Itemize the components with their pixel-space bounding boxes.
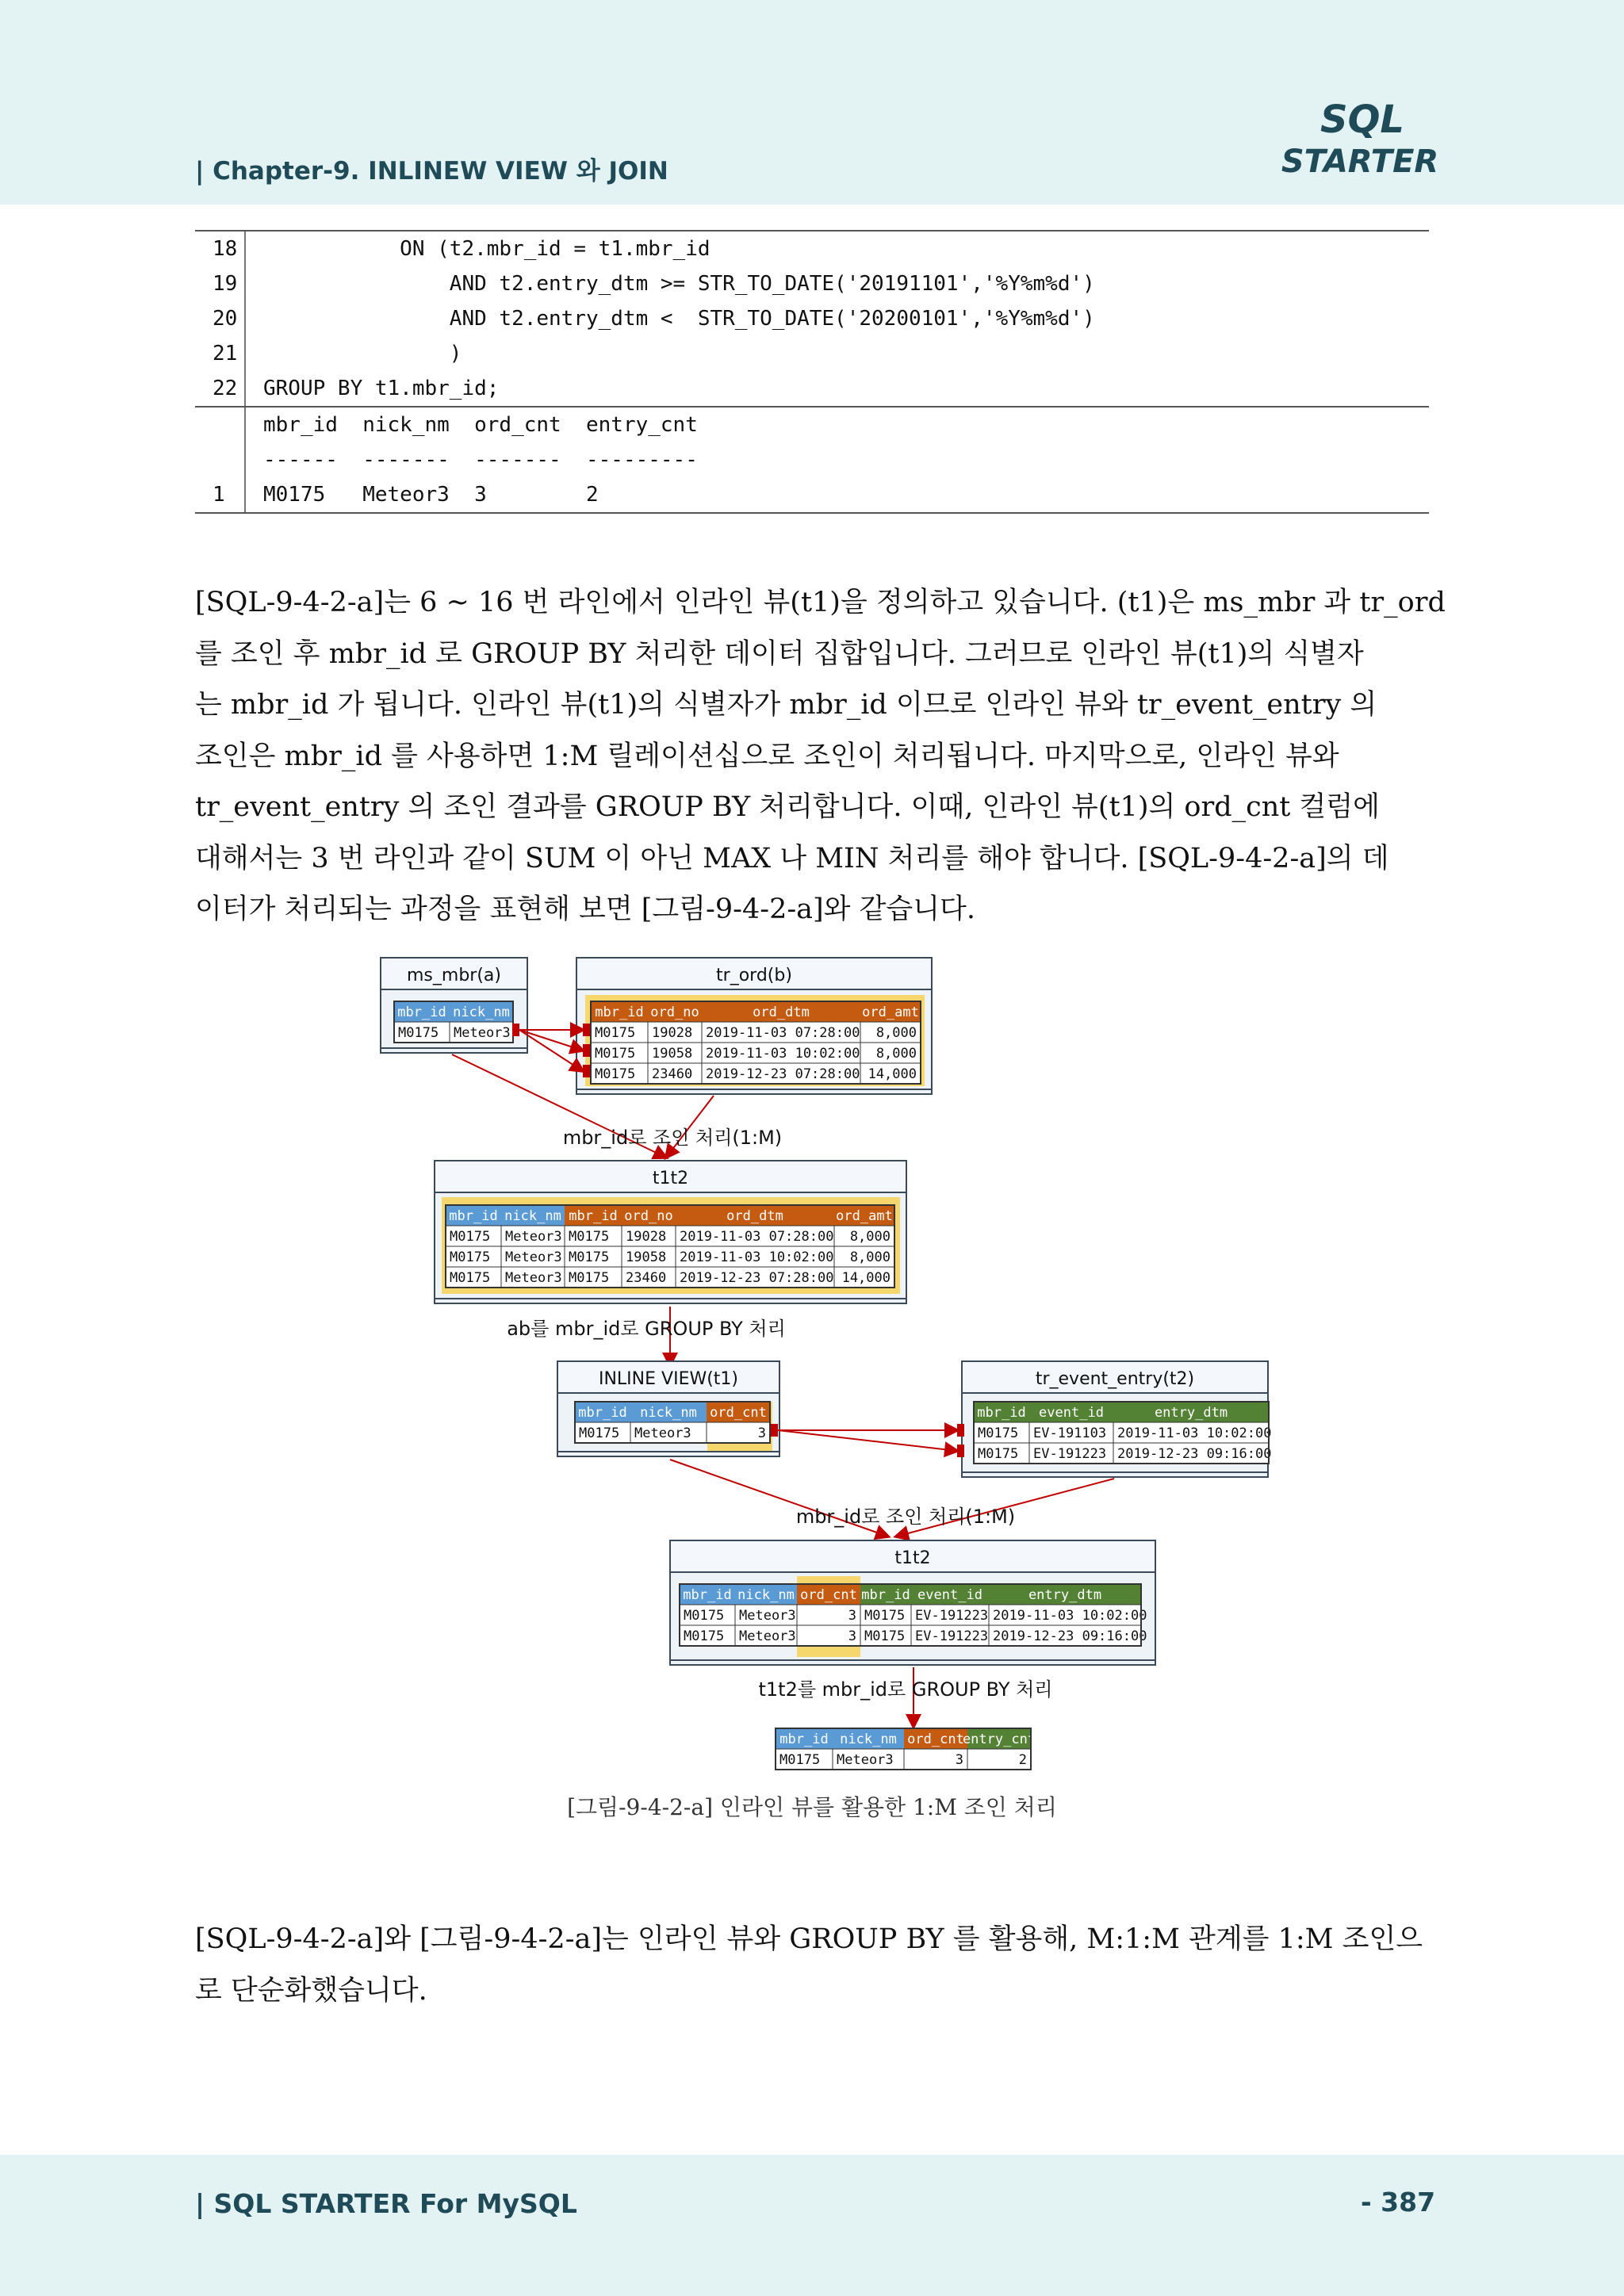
- t1t2-b-col-header: ord_cnt: [800, 1587, 857, 1603]
- line-number: 21: [195, 336, 246, 371]
- rel-arrow: [519, 1030, 583, 1071]
- t1t2-b-cell-text: M0175: [684, 1608, 725, 1624]
- tr-ord-col-header: mbr_id: [595, 1004, 644, 1020]
- line-text: ): [263, 342, 462, 365]
- paragraph-2: [195, 1914, 1429, 2016]
- t1t2-a-col-header: ord_no: [624, 1208, 673, 1224]
- t1t2-b-cell-text: 3: [848, 1608, 856, 1624]
- footer-band: [0, 2155, 1624, 2296]
- inline-view-cell-text: M0175: [579, 1425, 620, 1441]
- t1t2-a-cell-text: M0175: [450, 1229, 491, 1245]
- ms-mbr-col-header: nick_nm: [453, 1004, 510, 1020]
- logo-line1: SQL: [1320, 98, 1404, 142]
- t1t2-a-cell-text: 8,000: [849, 1249, 891, 1265]
- final-result-cell-text: 2: [1018, 1752, 1027, 1768]
- t1t2-b-cell-text: EV-191223: [915, 1628, 989, 1644]
- t1t2-a-cell-text: 14,000: [841, 1270, 891, 1286]
- ms-mbr-col-header: mbr_id: [397, 1004, 446, 1020]
- line-number: 1: [195, 477, 246, 512]
- t1t2-a-col-header: mbr_id: [569, 1208, 618, 1224]
- t1t2-a-cell-text: 2019-11-03 07:28:00: [680, 1229, 834, 1245]
- line-number: 19: [195, 266, 246, 301]
- inline-view-col-header: mbr_id: [578, 1405, 627, 1421]
- line-number: 20: [195, 301, 246, 336]
- tr-ord-title: tr_ord(b): [716, 966, 792, 985]
- t1t2-a-cell-text: M0175: [569, 1249, 610, 1265]
- event-entry-cell-text: EV-191223: [1033, 1446, 1107, 1462]
- t1t2-b-col-header: mbr_id: [683, 1587, 732, 1603]
- fk-marker: [583, 1024, 590, 1036]
- line-text: mbr_id nick_nm ord_cnt entry_cnt: [263, 413, 698, 437]
- footer-title: | SQL STARTER For MySQL: [195, 2188, 577, 2219]
- paragraph-line: [SQL-9-4-2-a]와 [그림-9-4-2-a]는 인라인 뷰와 GROUP BY 를 활용해, M:1:M 관계를 1:M 조인으: [195, 1923, 1423, 1955]
- fk-marker: [583, 1044, 590, 1057]
- event-entry-cell-text: 2019-12-23 09:16:00: [1117, 1446, 1272, 1462]
- t1t2-b-col-header: mbr_id: [861, 1587, 910, 1603]
- t1t2-b-cell-text: 2019-11-03 10:02:00: [993, 1608, 1147, 1624]
- fk-marker: [957, 1424, 964, 1437]
- tr-ord-cell-text: 2019-11-03 10:02:00: [706, 1046, 860, 1062]
- line-text: M0175 Meteor3 3 2: [263, 483, 599, 507]
- tr-ord-cell-text: M0175: [595, 1046, 636, 1062]
- tr-ord-cell-text: 2019-11-03 07:28:00: [706, 1025, 860, 1041]
- t1t2-a-col-header: ord_amt: [836, 1208, 893, 1224]
- tr-ord-cell-text: M0175: [595, 1066, 636, 1082]
- paragraph-line: 로 단순화했습니다.: [195, 1974, 427, 2007]
- tr-ord-cell-text: 19058: [652, 1046, 693, 1062]
- rel-arrow: [778, 1430, 957, 1451]
- t1t2-a-cell-text: Meteor3: [505, 1249, 562, 1265]
- ms-mbr-cell-text: Meteor3: [454, 1025, 511, 1041]
- tr-ord-col-header: ord_amt: [862, 1004, 919, 1020]
- inline-view-cell-text: Meteor3: [634, 1425, 691, 1441]
- fk-marker: [957, 1445, 964, 1457]
- final-result-cell-text: 3: [955, 1752, 963, 1768]
- t1t2-b-cell-text: M0175: [864, 1608, 906, 1624]
- paragraph-line: 를 조인 후 mbr_id 로 GROUP BY 처리한 데이터 집합입니다. 그러므로 인라인 뷰(t1)의 식별자: [195, 637, 1364, 670]
- event-entry-col-header: mbr_id: [977, 1405, 1026, 1421]
- t1t2-a-cell-text: 23460: [626, 1270, 667, 1286]
- join-label-2: mbr_id로 조인 처리(1:M): [795, 1506, 1016, 1528]
- t1t2-a-cell-text: M0175: [569, 1270, 610, 1286]
- t1t2-b-cell-text: M0175: [864, 1628, 906, 1644]
- logo-line2: STARTER: [1281, 144, 1439, 180]
- final-result-col-header: ord_cnt: [907, 1732, 964, 1747]
- t1t2-b-col-header: event_id: [917, 1587, 982, 1603]
- pk-marker: [771, 1424, 778, 1437]
- inline-view-title: INLINE VIEW(t1): [598, 1369, 739, 1389]
- t1t2-a-cell-text: 2019-12-23 07:28:00: [680, 1270, 834, 1286]
- ms-mbr-cell-text: M0175: [398, 1025, 439, 1041]
- t1t2-a-cell-text: Meteor3: [505, 1270, 562, 1286]
- t1t2-b-cell-text: M0175: [684, 1628, 725, 1644]
- group-label-1: ab를 mbr_id로 GROUP BY 처리: [507, 1318, 786, 1340]
- t1t2-a-cell-text: 2019-11-03 10:02:00: [680, 1249, 834, 1265]
- line-text: AND t2.entry_dtm < STR_TO_DATE('20200101','%Y%m%d'): [263, 307, 1095, 331]
- t1t2-a-col-header: nick_nm: [504, 1208, 561, 1224]
- final-result-cell-text: M0175: [779, 1752, 821, 1768]
- t1t2-a-cell-text: Meteor3: [505, 1229, 562, 1245]
- paragraph-line: tr_event_entry 의 조인 결과를 GROUP BY 처리합니다. 이때, 인라인 뷰(t1)의 ord_cnt 컬럼에: [195, 791, 1380, 823]
- tr-ord-col-header: ord_no: [650, 1004, 699, 1020]
- paragraph-line: 이터가 처리되는 과정을 표현해 보면 [그림-9-4-2-a]와 같습니다.: [195, 894, 975, 925]
- inline-view-col-header: nick_nm: [640, 1405, 697, 1421]
- tr-ord-cell-text: 23460: [652, 1066, 693, 1082]
- pk-marker: [512, 1024, 519, 1036]
- paragraph-line: 는 mbr_id 가 됩니다. 인라인 뷰(t1)의 식별자가 mbr_id 이므로 인라인 뷰와 tr_event_entry 의: [195, 689, 1377, 721]
- fk-marker: [583, 1065, 590, 1077]
- tr-ord-cell-text: 8,000: [875, 1046, 917, 1062]
- line-text: ON (t2.mbr_id = t1.mbr_id: [263, 237, 710, 261]
- join-label-1: mbr_id로 조인 처리(1:M): [562, 1127, 783, 1149]
- paragraph-line: 대해서는 3 번 라인과 같이 SUM 이 아닌 MAX 나 MIN 처리를 해야 합니다. [SQL-9-4-2-a]의 데: [195, 842, 1389, 874]
- final-result-col-header: entry_cnt: [962, 1732, 1036, 1747]
- tr-ord-cell-text: 8,000: [875, 1025, 917, 1041]
- event-entry-title: tr_event_entry(t2): [1035, 1369, 1195, 1389]
- final-result-cell-text: Meteor3: [837, 1752, 894, 1768]
- t1t2-a-cell-text: 19058: [626, 1249, 667, 1265]
- t1t2-a-cell-text: M0175: [450, 1270, 491, 1286]
- t1t2-a-cell-text: 19028: [626, 1229, 667, 1245]
- event-entry-cell-text: M0175: [978, 1446, 1019, 1462]
- event-entry-cell-text: M0175: [978, 1425, 1019, 1441]
- final-result-col-header: mbr_id: [779, 1732, 829, 1747]
- event-entry-col-header: entry_dtm: [1154, 1405, 1228, 1421]
- t1t2-b-col-header: entry_dtm: [1028, 1587, 1102, 1603]
- tr-ord-cell-text: M0175: [595, 1025, 636, 1041]
- tr-ord-col-header: ord_dtm: [753, 1004, 810, 1020]
- t1t2-a-cell-text: M0175: [450, 1249, 491, 1265]
- inline-view-col-header: ord_cnt: [710, 1405, 767, 1421]
- t1t2-b-cell-text: EV-191223: [915, 1608, 989, 1624]
- tr-ord-cell-text: 14,000: [868, 1066, 917, 1082]
- line-number: 18: [195, 232, 246, 266]
- t1t2-b-cell-text: Meteor3: [739, 1608, 796, 1624]
- event-entry-cell-text: 2019-11-03 10:02:00: [1117, 1425, 1272, 1441]
- t1t2-b-cell-text: Meteor3: [739, 1628, 796, 1644]
- event-entry-col-header: event_id: [1039, 1405, 1104, 1421]
- t1t2-a-col-header: ord_dtm: [726, 1208, 783, 1224]
- t1t2-b-cell-text: 2019-12-23 09:16:00: [993, 1628, 1147, 1644]
- group-label-2: t1t2를 mbr_id로 GROUP BY 처리: [758, 1678, 1053, 1701]
- t1t2-a-cell-text: M0175: [569, 1229, 610, 1245]
- final-result-col-header: nick_nm: [840, 1732, 897, 1747]
- ms-mbr-title: ms_mbr(a): [407, 966, 501, 985]
- t1t2-a-title: t1t2: [652, 1169, 689, 1188]
- t1t2-a-col-header: mbr_id: [449, 1208, 498, 1224]
- line-number: 22: [195, 371, 246, 406]
- t1t2-b-col-header: nick_nm: [737, 1587, 795, 1603]
- figure-caption: [그림-9-4-2-a] 인라인 뷰를 활용한 1:M 조인 처리: [567, 1794, 1057, 1820]
- page-number: - 387: [1361, 2187, 1436, 2218]
- inline-view-cell-text: 3: [757, 1425, 766, 1441]
- paragraph-line: [SQL-9-4-2-a]는 6 ~ 16 번 라인에서 인라인 뷰(t1)을 정의하고 있습니다. (t1)은 ms_mbr 과 tr_ord: [195, 587, 1446, 618]
- line-text: ------ ------- ------- ---------: [263, 448, 698, 472]
- chapter-title: | Chapter-9. INLINEW VIEW 와 JOIN: [195, 157, 668, 186]
- paragraph-line: 조인은 mbr_id 를 사용하면 1:M 릴레이션십으로 조인이 처리됩니다. 마지막으로, 인라인 뷰와: [195, 740, 1339, 772]
- tr-ord-cell-text: 2019-12-23 07:28:00: [706, 1066, 860, 1082]
- line-text: GROUP BY t1.mbr_id;: [263, 377, 500, 400]
- t1t2-b-title: t1t2: [894, 1548, 931, 1568]
- rel-arrow: [519, 1030, 583, 1050]
- line-text: AND t2.entry_dtm >= STR_TO_DATE('20191101','%Y%m%d'): [263, 272, 1095, 296]
- event-entry-cell-text: EV-191103: [1033, 1425, 1107, 1441]
- tr-ord-cell-text: 19028: [652, 1025, 693, 1041]
- t1t2-a-cell-text: 8,000: [849, 1229, 891, 1245]
- t1t2-b-cell-text: 3: [848, 1628, 856, 1644]
